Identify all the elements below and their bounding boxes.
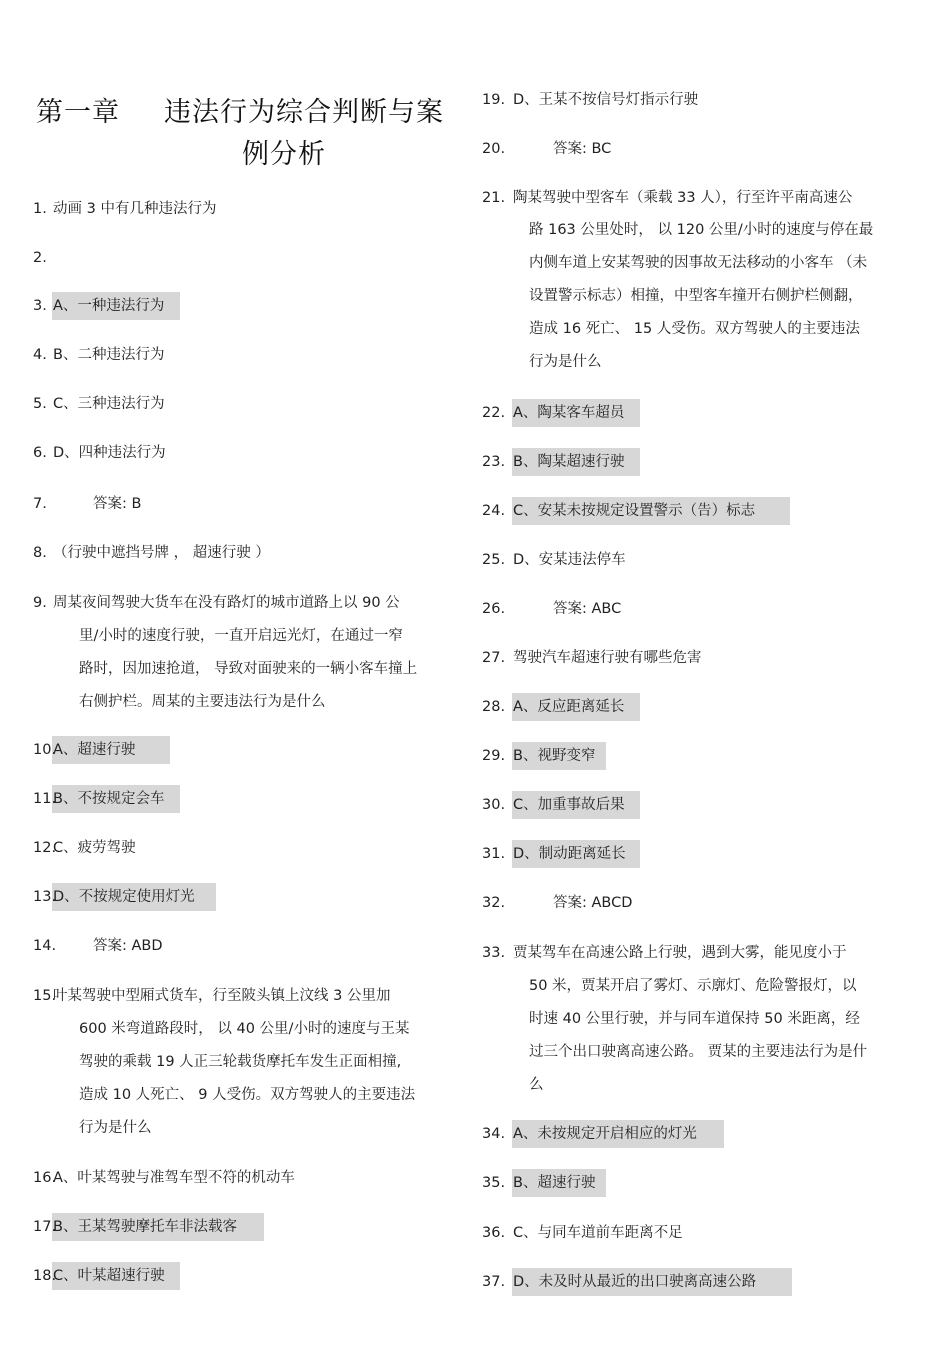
item-number: 35. xyxy=(482,1175,506,1191)
answer-text: 答案: ABD xyxy=(93,938,163,954)
item-text: A、叶某驾驶与准驾车型不符的机动车 xyxy=(53,1170,295,1186)
item-text: 陶某驾驶中型客车（乘载 33 人），行至许平南高速公 xyxy=(513,190,853,206)
item-number: 16. xyxy=(33,1170,57,1186)
item-number: 33. xyxy=(482,945,506,961)
item-text-continuation: 右侧护栏。周某的主要违法行为是什么 xyxy=(79,694,326,710)
item-text: （行驶中遮挡号牌 ， 超速行驶 ） xyxy=(53,545,270,561)
item-number: 2. xyxy=(33,250,47,266)
item-text: C、三种违法行为 xyxy=(53,396,165,412)
item-text: C、叶某超速行驶 xyxy=(53,1268,165,1284)
chapter-title xyxy=(36,92,446,176)
item-number: 23. xyxy=(482,454,506,470)
item-text: D、王某不按信号灯指示行驶 xyxy=(513,92,699,108)
item-text: D、四种违法行为 xyxy=(53,445,166,461)
item-number: 3. xyxy=(33,298,47,314)
item-text-continuation: 行为是什么 xyxy=(529,354,602,370)
item-text-continuation: 造成 16 死亡、 15 人受伤。双方驾驶人的主要违法 xyxy=(529,321,860,337)
item-number: 12. xyxy=(33,840,57,856)
item-text: C、疲劳驾驶 xyxy=(53,840,136,856)
item-number: 36. xyxy=(482,1225,506,1241)
item-text-continuation: 过三个出口驶离高速公路。 贾某的主要违法行为是什 xyxy=(529,1044,868,1060)
item-text: 叶某驾驶中型厢式货车，行至陂头镇上汶线 3 公里加 xyxy=(53,988,391,1004)
item-number: 8. xyxy=(33,545,47,561)
chapter-number: 第一章 xyxy=(36,97,120,128)
item-text: A、反应距离延长 xyxy=(513,699,625,715)
item-text: B、二种违法行为 xyxy=(53,347,165,363)
item-number: 37. xyxy=(482,1274,506,1290)
item-number: 22. xyxy=(482,405,506,421)
item-number: 34. xyxy=(482,1126,506,1142)
item-text: B、王某驾驶摩托车非法载客 xyxy=(53,1219,237,1235)
item-text-continuation: 设置警示标志）相撞，中型客车撞开右侧护栏侧翻， xyxy=(529,288,863,304)
item-text: D、不按规定使用灯光 xyxy=(53,889,195,905)
item-text: A、陶某客车超员 xyxy=(513,405,625,421)
item-text: B、超速行驶 xyxy=(513,1175,596,1191)
item-number: 15. xyxy=(33,988,57,1004)
answer-text: 答案: BC xyxy=(553,141,612,157)
item-text-continuation: 时速 40 公里行驶，并与同车道保持 50 米距离，经 xyxy=(529,1011,860,1027)
item-text: A、超速行驶 xyxy=(53,742,136,758)
chapter-title-line-2: 例分析 xyxy=(242,139,326,170)
item-text-continuation: 内侧车道上安某驾驶的因事故无法移动的小客车 （未 xyxy=(529,255,868,271)
item-text-continuation: 600 米弯道路段时， 以 40 公里/小时的速度与王某 xyxy=(79,1021,410,1037)
item-number: 7. xyxy=(33,496,47,512)
answer-text: 答案: ABCD xyxy=(553,895,633,911)
item-number: 19. xyxy=(482,92,506,108)
item-text: C、安某未按规定设置警示（告）标志 xyxy=(513,503,756,519)
item-text: B、陶某超速行驶 xyxy=(513,454,625,470)
item-text: C、加重事故后果 xyxy=(513,797,625,813)
item-text: 驾驶汽车超速行驶有哪些危害 xyxy=(513,650,702,666)
item-number: 20. xyxy=(482,141,506,157)
item-text-continuation: 么 xyxy=(529,1077,544,1093)
answer-text: 答案: B xyxy=(93,496,142,512)
item-number: 21. xyxy=(482,190,506,206)
item-text: B、不按规定会车 xyxy=(53,791,165,807)
item-number: 13. xyxy=(33,889,57,905)
item-number: 9. xyxy=(33,595,47,611)
item-text: D、安某违法停车 xyxy=(513,552,626,568)
item-number: 28. xyxy=(482,699,506,715)
item-number: 6. xyxy=(33,445,47,461)
item-text-continuation: 造成 10 人死亡、 9 人受伤。双方驾驶人的主要违法 xyxy=(79,1087,416,1103)
item-number: 10. xyxy=(33,742,57,758)
item-text-continuation: 驾驶的乘载 19 人正三轮载货摩托车发生正面相撞, xyxy=(79,1054,402,1070)
item-number: 25. xyxy=(482,552,506,568)
item-number: 18. xyxy=(33,1268,57,1284)
item-number: 30. xyxy=(482,797,506,813)
item-text: A、未按规定开启相应的灯光 xyxy=(513,1126,697,1142)
item-text-continuation: 里/小时的速度行驶，一直开启远光灯，在通过一窄 xyxy=(79,628,403,644)
item-number: 31. xyxy=(482,846,506,862)
item-text: 周某夜间驾驶大货车在没有路灯的城市道路上以 90 公 xyxy=(53,595,400,611)
item-number: 14. xyxy=(33,938,57,954)
item-number: 29. xyxy=(482,748,506,764)
item-text-continuation: 50 米，贾某开启了雾灯、示廓灯、危险警报灯，以 xyxy=(529,978,857,994)
item-number: 5. xyxy=(33,396,47,412)
item-text: C、与同车道前车距离不足 xyxy=(513,1225,683,1241)
item-number: 32. xyxy=(482,895,506,911)
item-text: 贾某驾车在高速公路上行驶，遇到大雾，能见度小于 xyxy=(513,945,847,961)
item-text-continuation: 路时，因加速抢道， 导致对面驶来的一辆小客车撞上 xyxy=(79,661,418,677)
item-text: D、未及时从最近的出口驶离高速公路 xyxy=(513,1274,757,1290)
item-number: 27. xyxy=(482,650,506,666)
item-number: 1. xyxy=(33,201,47,217)
item-text: 动画 3 中有几种违法行为 xyxy=(53,201,217,217)
item-number: 24. xyxy=(482,503,506,519)
item-number: 4. xyxy=(33,347,47,363)
item-text: D、制动距离延长 xyxy=(513,846,626,862)
answer-text: 答案: ABC xyxy=(553,601,622,617)
item-number: 17. xyxy=(33,1219,57,1235)
item-text: B、视野变窄 xyxy=(513,748,596,764)
item-text-continuation: 路 163 公里处时， 以 120 公里/小时的速度与停在最 xyxy=(529,222,874,238)
item-number: 26. xyxy=(482,601,506,617)
item-number: 11. xyxy=(33,791,57,807)
chapter-title-line-1: 违法行为综合判断与案 xyxy=(164,97,444,128)
item-text: A、一种违法行为 xyxy=(53,298,165,314)
item-text-continuation: 行为是什么 xyxy=(79,1120,152,1136)
